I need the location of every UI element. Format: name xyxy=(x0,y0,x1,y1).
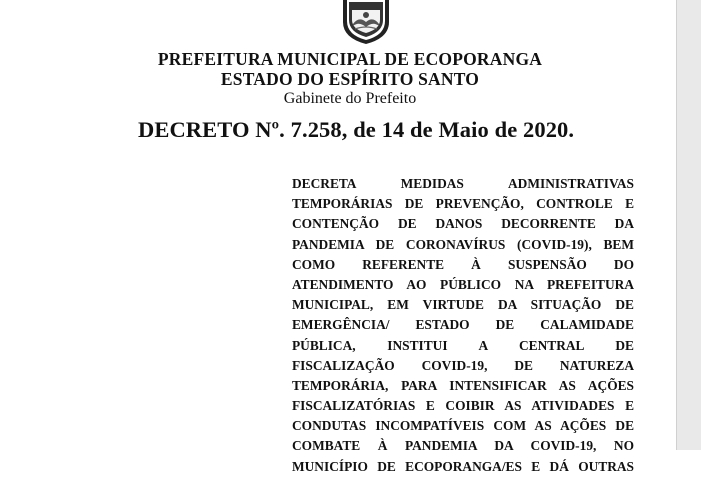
coat-of-arms-icon xyxy=(339,0,393,44)
summary-line: TEMPORÁRIA, PARA INTENSIFICAR AS AÇÕES xyxy=(292,377,634,393)
municipality-name: PREFEITURA MUNICIPAL DE ECOPORANGA xyxy=(157,49,543,69)
state-name: ESTADO DO ESPÍRITO SANTO xyxy=(220,69,480,89)
summary-line: DECRETA MEDIDAS ADMINISTRATIVAS xyxy=(292,176,634,191)
summary-line: ATENDIMENTO AO PÚBLICO NA PREFEITURA xyxy=(292,276,634,292)
summary-line: EMERGÊNCIA/ ESTADO DE CALAMIDADE xyxy=(292,317,634,333)
decree-summary xyxy=(292,174,634,477)
scrollbar-gutter[interactable] xyxy=(676,0,701,450)
summary-line: CONDUTAS INCOMPATÍVEIS COM AS AÇÕES DE xyxy=(292,418,634,434)
summary-line: PÚBLICA, INSTITUI A CENTRAL DE xyxy=(292,337,634,353)
summary-line: FISCALIZAÇÃO COVID-19, DE NATUREZA xyxy=(292,357,634,373)
summary-line: TEMPORÁRIAS DE PREVENÇÃO, CONTROLE E xyxy=(292,196,634,212)
summary-line: MUNICÍPIO DE ECOPORANGA/ES E DÁ OUTRAS xyxy=(292,458,634,474)
decree-title: DECRETO Nº. 7.258, de 14 de Maio de 2020. xyxy=(138,117,575,142)
summary-line: PANDEMIA DE CORONAVÍRUS (COVID-19), BEM xyxy=(292,236,634,252)
summary-line: FISCALIZATÓRIAS E COIBIR AS ATIVIDADES E xyxy=(292,398,634,414)
office-name: Gabinete do Prefeito xyxy=(283,90,417,107)
summary-line: CONTENÇÃO DE DANOS DECORRENTE DA xyxy=(292,216,634,232)
summary-line: COMO REFERENTE À SUSPENSÃO DO xyxy=(292,256,634,272)
summary-line: MUNICIPAL, EM VIRTUDE DA SITUAÇÃO DE xyxy=(292,297,634,313)
summary-line: COMBATE À PANDEMIA DA COVID-19, NO xyxy=(292,438,634,454)
